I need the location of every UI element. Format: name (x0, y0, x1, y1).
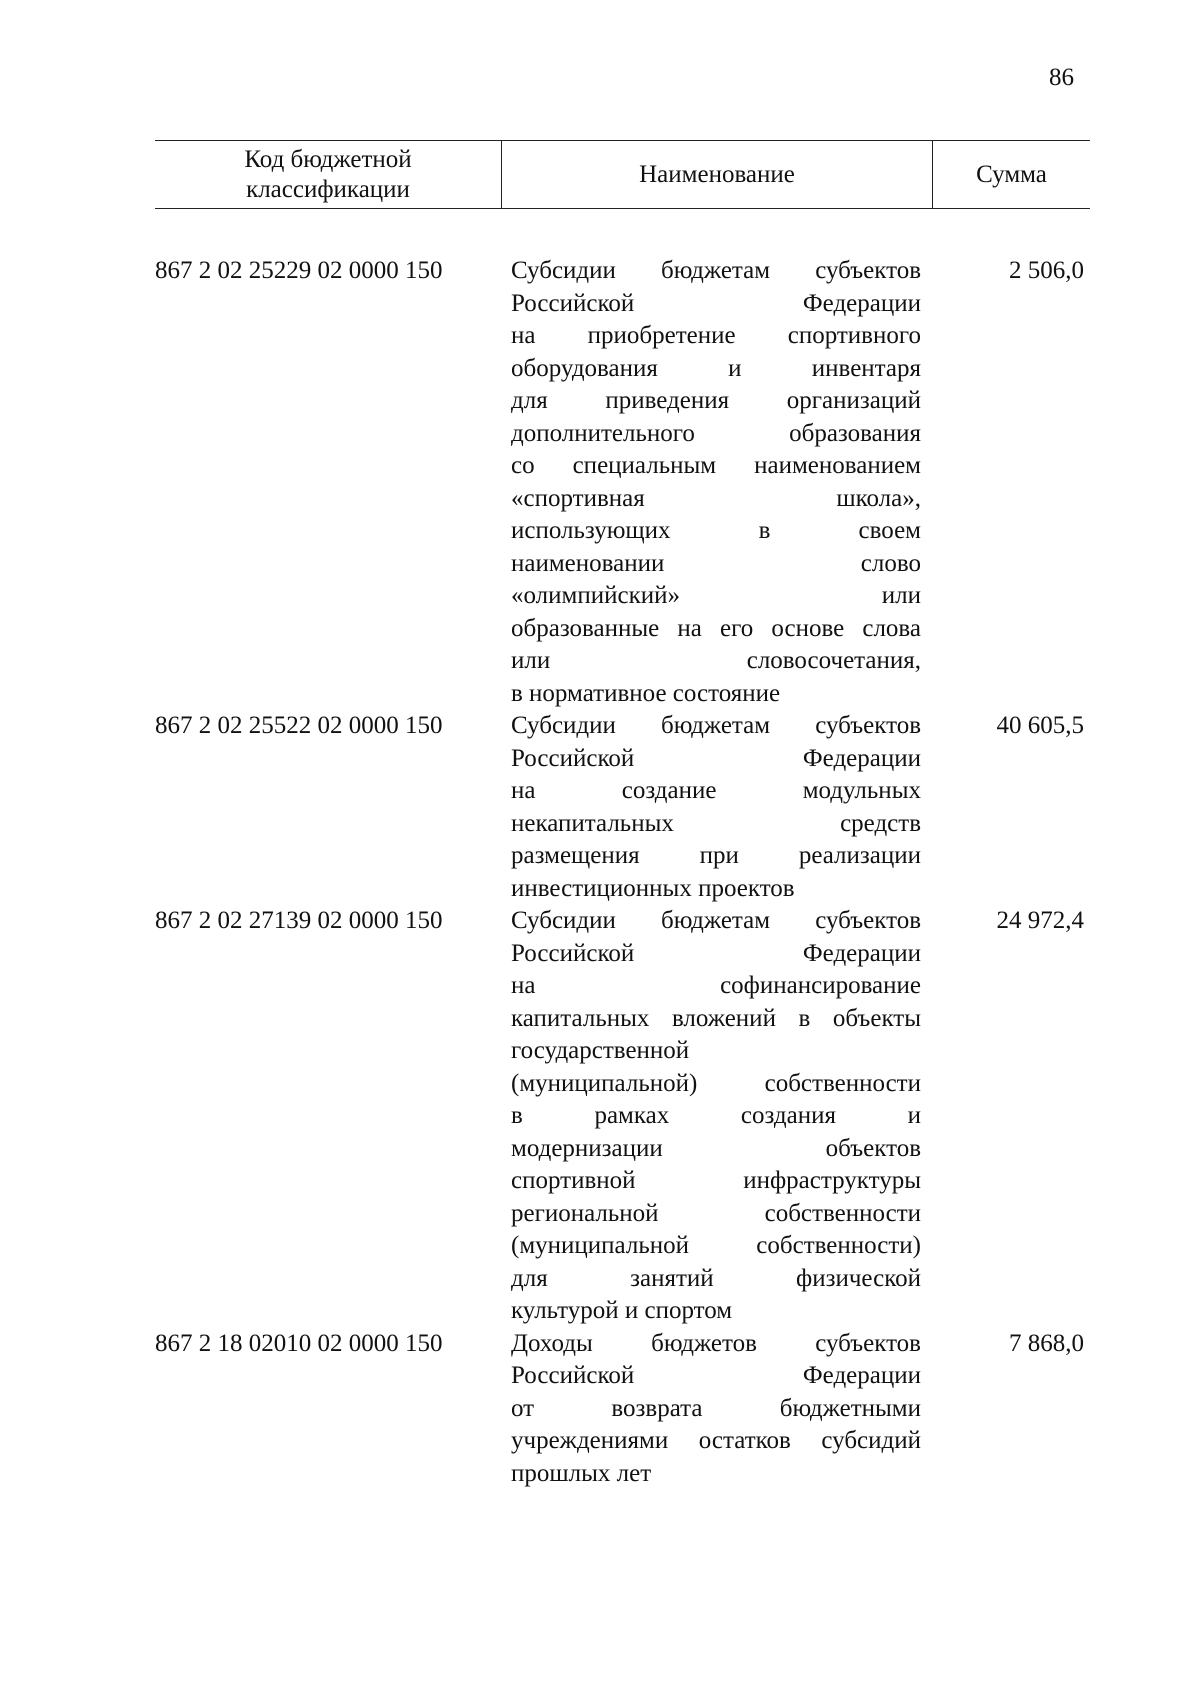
item-name-line: спортивной инфраструктуры (511, 1167, 921, 1194)
item-name-line: региональной собственности (511, 1199, 921, 1227)
item-name-line: модернизации объектов (511, 1134, 921, 1162)
item-name-line: прошлых лет (511, 1459, 652, 1487)
item-name-line: Субсидии бюджетам субъектов (511, 907, 921, 934)
item-name-line: дополнительного образования (511, 419, 921, 447)
table-row (155, 1328, 1090, 1491)
item-name-line: культурой и спортом (511, 1297, 733, 1324)
amount: 7 868,0 (1009, 1329, 1084, 1357)
table-body (155, 255, 1090, 1490)
item-name-line: «олимпийский» или (511, 582, 921, 609)
item-name-line: Субсидии бюджетам субъектов (511, 712, 921, 739)
table-header (155, 140, 1090, 210)
item-name-line: некапитальных средств (511, 809, 921, 837)
item-name-line: (муниципальной собственности) (511, 1232, 921, 1259)
item-name-line: оборудования и инвентаря (511, 354, 921, 382)
header-code (155, 140, 501, 209)
item-name-line: для приведения организаций (511, 387, 921, 414)
item-name-line: со специальным наименованием (511, 452, 921, 479)
item-name-line: использующих в своем (511, 517, 921, 544)
item-name (511, 1328, 921, 1491)
item-name-line: на софинансирование (511, 972, 921, 999)
item-name-line: «спортивная школа», (511, 484, 921, 512)
item-name-line: в рамках создания и (511, 1102, 921, 1129)
item-name-line: на приобретение спортивного (511, 322, 921, 349)
item-name-line: для занятий физической (511, 1264, 921, 1292)
table-row (155, 905, 1090, 1328)
item-name-line: размещения при реализации (511, 842, 921, 869)
item-name-line: инвестиционных проектов (511, 874, 795, 902)
table-row (155, 255, 1090, 710)
item-name-line: или словосочетания, (511, 647, 921, 674)
amount: 24 972,4 (996, 907, 1084, 934)
budget-code: 867 2 02 27139 02 0000 150 (155, 907, 443, 934)
budget-code: 867 2 18 02010 02 0000 150 (155, 1329, 443, 1357)
table-row (155, 710, 1090, 905)
item-name-line: учреждениями остатков субсидий (511, 1427, 921, 1454)
budget-code: 867 2 02 25522 02 0000 150 (155, 712, 443, 739)
header-code-line1: Код бюджетной (244, 145, 412, 173)
item-name-line: Российской Федерации (511, 289, 921, 317)
header-name: Наименование (639, 160, 795, 188)
amount: 2 506,0 (1009, 257, 1084, 284)
header-code-line2: классификации (246, 175, 410, 203)
item-name-line: наименовании слово (511, 549, 921, 577)
item-name-line: Доходы бюджетов субъектов (511, 1329, 921, 1357)
item-name-line: государственной (511, 1037, 690, 1064)
item-name-line: (муниципальной) собственности (511, 1069, 921, 1097)
budget-code: 867 2 02 25229 02 0000 150 (155, 257, 443, 284)
item-name (511, 255, 921, 710)
item-name (511, 905, 921, 1328)
item-name (511, 710, 921, 905)
item-name-line: Российской Федерации (511, 744, 921, 772)
item-name-line: Российской Федерации (511, 1362, 921, 1389)
item-name-line: образованные на его основе слова (511, 614, 921, 642)
header-sum: Сумма (976, 160, 1047, 188)
item-name-line: Субсидии бюджетам субъектов (511, 257, 921, 284)
page-number: 86 (1049, 64, 1074, 91)
item-name-line: на создание модульных (511, 777, 921, 804)
item-name-line: Российской Федерации (511, 939, 921, 967)
item-name-line: от возврата бюджетными (511, 1394, 921, 1422)
item-name-line: капитальных вложений в объекты (511, 1004, 921, 1032)
item-name-line: в нормативное состояние (511, 679, 781, 707)
amount: 40 605,5 (996, 712, 1084, 739)
